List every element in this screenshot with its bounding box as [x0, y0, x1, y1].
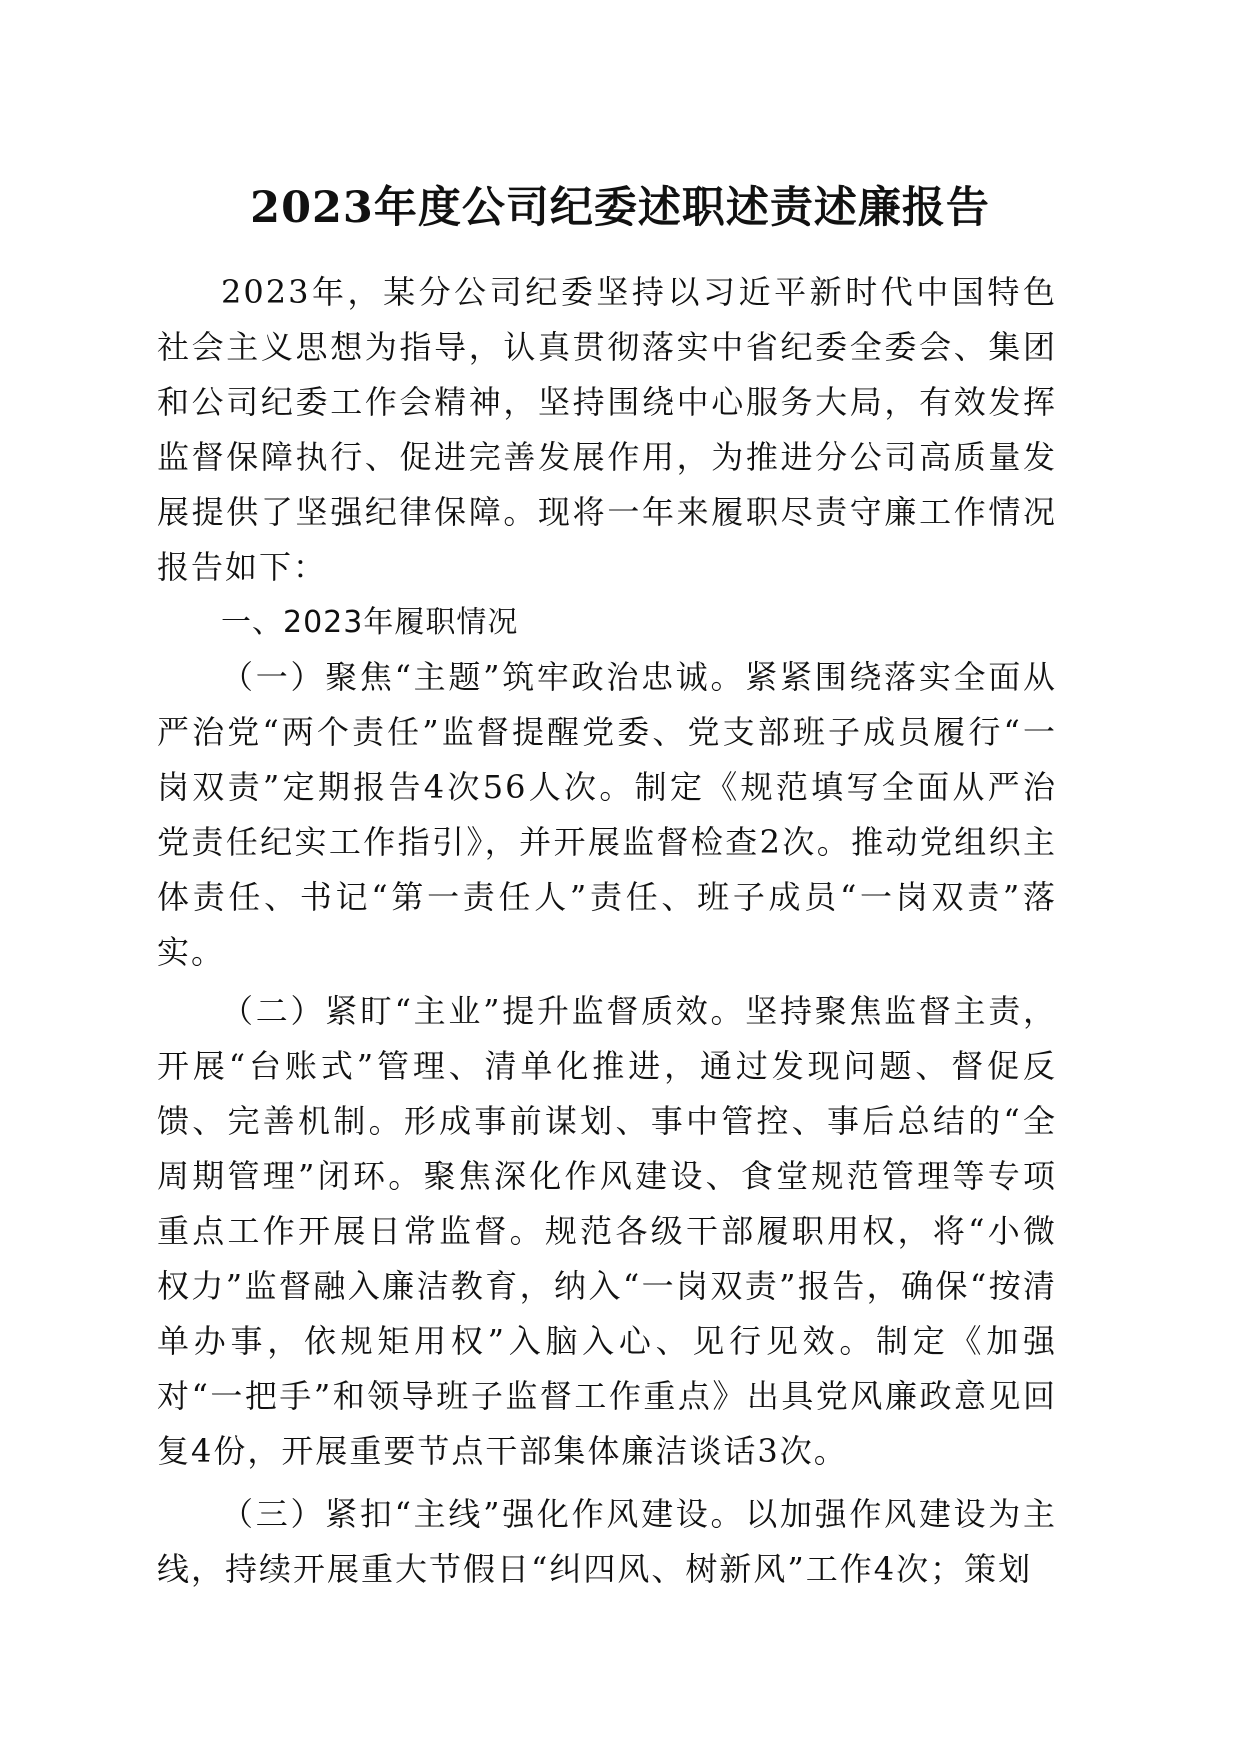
document-body: [157, 265, 1057, 1597]
document-title: 2023年度公司纪委述职述责述廉报告: [250, 183, 990, 233]
item-paragraph-2: （二）紧盯“主业”提升监督质效。坚持聚焦监督主责，开展“台账式”管理、清单化推进，通过发现问题、督促反馈、完善机制。形成事前谋划、事中管控、事后总结的“全周期管理”闭环。聚焦深化作风建设、食堂规范管理等专项重点工作开展日常监督。规范各级干部履职用权，将“小微权力”监督融入廉洁教育，纳入“一岗双责”报告，确保“按清单办事，依规矩用权”入脑入心、见行见效。制定《加强对“一把手”和领导班子监督工作重点》出具党风廉政意见回复4份，开展重要节点干部集体廉洁谈话3次。: [157, 992, 1057, 1470]
intro-paragraph: 2023年，某分公司纪委坚持以习近平新时代中国特色社会主义思想为指导，认真贯彻落实中省纪委全委会、集团和公司纪委工作会精神，坚持围绕中心服务大局，有效发挥监督保障执行、促进完善发展作用，为推进分公司高质量发展提供了坚强纪律保障。现将一年来履职尽责守廉工作情况报告如下：: [157, 273, 1057, 586]
item-paragraph-3: （三）紧扣“主线”强化作风建设。以加强作风建设为主线，持续开展重大节假日“纠四风、树新风”工作4次；策划: [157, 1495, 1057, 1588]
section-heading: 一、2023年履职情况: [221, 605, 519, 640]
item-paragraph-1: （一）聚焦“主题”筑牢政治忠诚。紧紧围绕落实全面从严治党“两个责任”监督提醒党委、党支部班子成员履行“一岗双责”定期报告4次56人次。制定《规范填写全面从严治党责任纪实工作指引》，并开展监督检查2次。推动党组织主体责任、书记“第一责任人”责任、班子成员“一岗双责”落实。: [157, 658, 1057, 971]
